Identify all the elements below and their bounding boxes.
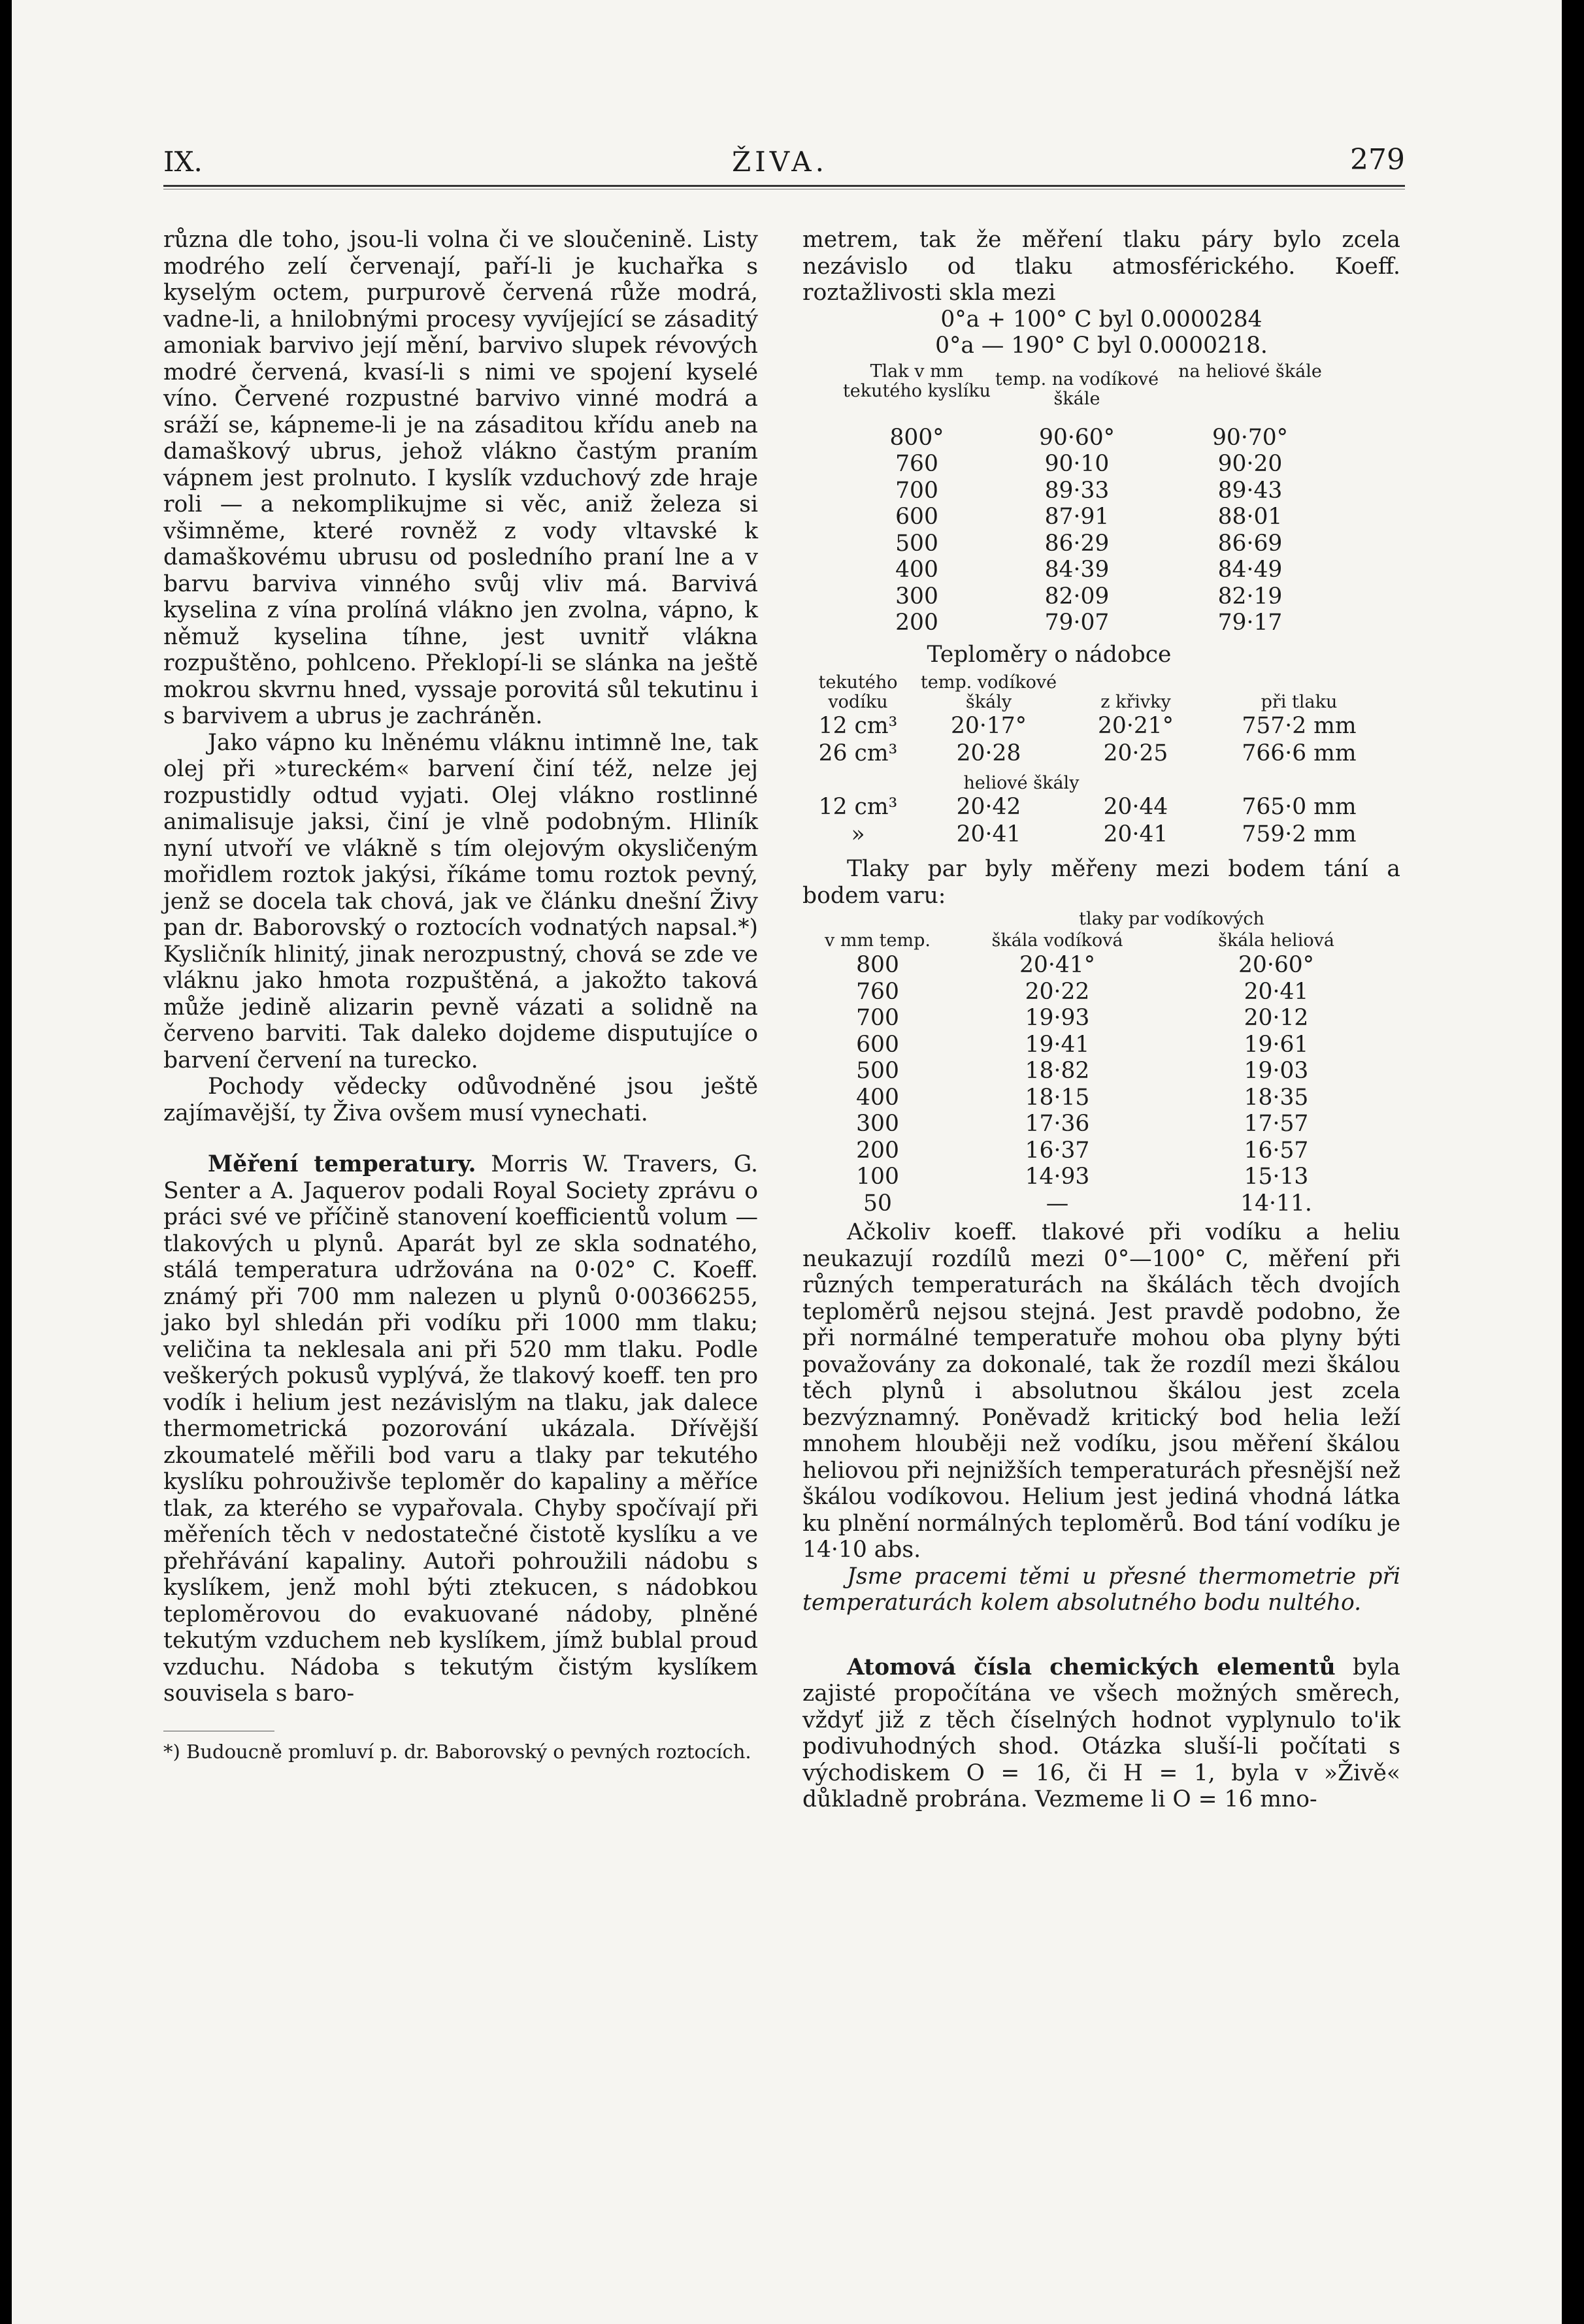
table-cell: 600 [895, 504, 938, 530]
table-cell: 800° [889, 424, 944, 451]
table-row [802, 1190, 1391, 1217]
table-row [842, 610, 1338, 636]
table-title: Teploměry o nádobce [927, 641, 1172, 668]
table-cell: 90·60° [1038, 424, 1115, 451]
table-cell: 20·44 [1103, 793, 1168, 820]
paragraph: Pochody vědecky odůvodněné jsou ještě zajímavější, ty Živa ovšem musí vynechati. [163, 1073, 758, 1126]
table-cell: 20·17° [950, 712, 1027, 739]
table-cell: 20·22 [1025, 978, 1090, 1005]
table-cell: 19·03 [1244, 1058, 1309, 1084]
table-cell: 90·20 [1217, 451, 1283, 477]
table-cell: 500 [895, 530, 938, 557]
paragraph: Ačkoliv koeff. tlakové při vodíku a heliu neukazují rozdílů mezi 0°—100° C, měření při různých temperaturách na škálách těch dvojích teploměrů nejsou stejná. Jest pravdě podobno, že při normálné temperatuře mohou oba plyny býti považovány za dokonalé, tak že rozdíl mezi škálou těch plynů i absolutnou škálou jest zcela bezvýznamný. Poněvadž kritický bod helia leží mnohem hlouběji než vodíku, jsou měření škálou heliovou při nejnižších temperaturách přesnější než škálou vodíkovou. Helium jest jediná vhodná látka ku plnění normálných teploměrů. Bod tání vodíku je 14·10 abs. [802, 1219, 1400, 1563]
table-cell: 759·2 mm [1242, 821, 1357, 847]
table-row [802, 1111, 1391, 1137]
paragraph: Tlaky par byly měřeny mezi bodem tání a bodem varu: [802, 856, 1400, 909]
table-row [802, 821, 1391, 848]
paragraph: Jsme pracemi těmi u přesné thermometrie při temperaturách kolem absolutného bodu nultého. [802, 1563, 1400, 1616]
table-cell: 20·25 [1103, 740, 1168, 766]
vapor-pressure-table-body [802, 952, 1391, 1217]
table-cell: 88·01 [1217, 504, 1283, 530]
table-row [842, 531, 1338, 557]
table-cell: 20·28 [956, 740, 1021, 766]
table-cell: 200 [856, 1137, 899, 1164]
table-cell: 14·93 [1025, 1164, 1090, 1190]
table-cell: 26 cm³ [818, 740, 898, 766]
journal-title: ŽIVA. [732, 146, 828, 178]
page-number: 279 [1350, 143, 1405, 176]
table-row [842, 557, 1338, 583]
formula: 0°a + 100° C byl 0.0000284 [940, 306, 1262, 333]
table-cell: 500 [856, 1058, 899, 1084]
table-cell: 18·35 [1244, 1084, 1309, 1111]
table-cell: 20·41 [956, 821, 1021, 847]
table-row [802, 712, 1391, 740]
header-rule [163, 185, 1405, 189]
table-cell: 82·19 [1217, 583, 1283, 610]
table-row [802, 740, 1391, 767]
table-cell: 12 cm³ [818, 712, 898, 739]
table-cell: 20·12 [1244, 1005, 1309, 1031]
table-cell: 14·11. [1240, 1190, 1312, 1217]
table-cell: 760 [895, 451, 938, 477]
table-row [802, 1085, 1391, 1111]
table-cell: 700 [895, 477, 938, 504]
table-cell: 20·42 [956, 793, 1021, 820]
table-cell: 90·10 [1044, 451, 1110, 477]
table-cell: 600 [856, 1031, 899, 1058]
table-cell: 100 [856, 1164, 899, 1190]
table-header: v mm temp. [825, 930, 931, 951]
table-cell: 19·61 [1244, 1031, 1309, 1058]
left-column [163, 227, 758, 1763]
table-cell: 19·41 [1025, 1031, 1090, 1058]
footnote-text: *) Budoucně promluví p. dr. Baborovský o pevných roztocích. [163, 1740, 751, 1763]
paragraph: Morris W. Travers, G. Senter a A. Jaquerov podali Royal Society zprávu o práci své ve příčině stanovení koefficientů volum — tlakových u plynů. Aparát byl ze skla sodnatého, stálá temperatura udržována na 0·02° C. Koeff. známý při 700 mm nalezen u plynů 0·00366255, jako byl shledán při vodíku při 1000 mm tlaku; veličina ta neklesala ani při 520 mm tlaku. Podle veškerých pokusů vyplývá, že tlakový koeff. ten pro vodík i helium jest nezávislým na tlaku, jak dalece thermometrická pozorování ukázala. Dřívější zkoumatelé měřili bod varu a tlaky par tekutého kyslíku pohrouživše teploměr do kapaliny a měříce tlak, za kterého se vypařovala. Chyby spočívají při měřeních těch v nedostatečné čistotě kyslíku a ve přehřávání kapaliny. Autoři pohroužili nádobu s kyslíkem, jenž mohl býti ztekucen, s nádobkou teploměrovou do evakuované nádoby, plněné tekutým vzduchem neb kyslíkem, jímž bublal proud vzduchu. Nádoba s tekutým čistým kyslíkem souvisela s baro- [163, 1151, 758, 1707]
table-cell: 16·37 [1025, 1137, 1090, 1164]
table-cell: 16·57 [1244, 1137, 1309, 1164]
table-cell: 20·21° [1097, 712, 1174, 739]
table-cell: 757·2 mm [1242, 712, 1357, 739]
table-cell: 18·15 [1025, 1084, 1090, 1111]
table-header: tekutého vodíku [818, 672, 898, 712]
table-row [842, 504, 1338, 531]
table-header: škála vodíková [991, 930, 1123, 951]
pressure-table-body [842, 425, 1338, 636]
table-row [802, 1058, 1391, 1085]
table-cell: 700 [856, 1005, 899, 1031]
table-header: tlaky par vodíkových [1079, 909, 1264, 929]
table-cell: 20·41 [1244, 978, 1309, 1005]
table-cell: 15·13 [1244, 1164, 1309, 1190]
thermometer-table-body [802, 712, 1391, 767]
table-cell: 300 [856, 1111, 899, 1137]
table-cell: 20·41° [1019, 952, 1096, 978]
table-cell: 20·41 [1103, 821, 1168, 847]
table-cell: 86·69 [1217, 530, 1283, 557]
paragraph: metrem, tak že měření tlaku páry bylo zcela nezávislo od tlaku atmosférického. Koeff. roztažlivosti skla mezi [802, 227, 1400, 306]
page-paper [12, 0, 1562, 2324]
table-cell: 200 [895, 610, 938, 636]
table-cell: 50 [863, 1190, 892, 1217]
table-header: z křivky [1100, 692, 1171, 712]
paragraph: různa dle toho, jsou-li volna či ve sloučenině. Listy modrého zelí červenají, paří-li je kuchařka s kyselým octem, purpurově červená růže modrá, vadne-li, a hnilobnými procesy vyvíjející se zásaditý amoniak barvivo její mění, barvivo slupek révových modré červená, kvasí-li s nimi ve spojení kyselé víno. Červené rozpustné barvivo vinné modrá a sráží se, kápneme-li je na zásaditou křídu aneb na damaškový ubrus, jehož vlákno častým praním vápnem jest prolnuto. I kyslík vzduchový zde hraje roli — a nekomplikujme si věc, aniž železa si všimněme, které rovněž z vody vltavské k damaškovému ubrusu od posledního praní lne a v barvu barviva vinného svůj vliv má. Barvivá kyselina z vína prolíná vlákno jen zvolna, vápno, k němuž kyselina tíhne, jest uvnitř vlákna rozpuštěno, pohlceno. Překlopí-li se slánka na ještě mokrou skvrnu hned, vyssaje porovitá sůl tekutinu i s barvivem a ubrus je zachráněn. [163, 227, 758, 729]
table-cell: » [851, 821, 865, 847]
table-cell: 84·39 [1044, 557, 1110, 583]
table-header: temp. na vodíkové škále [995, 368, 1159, 409]
table-header: na heliové škále [1178, 361, 1322, 382]
table-cell: — [1046, 1190, 1069, 1217]
table-cell: 20·60° [1238, 952, 1315, 978]
table-cell: 766·6 mm [1242, 740, 1357, 766]
page [163, 134, 1405, 2094]
table-cell: 89·33 [1044, 477, 1110, 504]
table-header: temp. vodíkové škály [920, 672, 1057, 712]
table-row [842, 425, 1338, 451]
table-cell: 760 [856, 978, 899, 1005]
running-header [163, 134, 1405, 180]
table-header: škála heliová [1218, 930, 1334, 951]
table-cell: 300 [895, 583, 938, 610]
table-cell: 400 [856, 1084, 899, 1111]
table-row [802, 1032, 1391, 1058]
vapor-pressure-table [802, 909, 1391, 1217]
table-cell: 84·49 [1217, 557, 1283, 583]
table-row [802, 793, 1391, 821]
pressure-table [842, 362, 1338, 636]
table-row [842, 451, 1338, 478]
table-cell: 89·43 [1217, 477, 1283, 504]
paragraph: byla zajisté propočítána ve všech možných směrech, vždyť již z těch číselných hodnot vyplynulo to'ik podivuhodných shod. Otázka sluší-li počítati s východiskem O = 16, či H = 1, byla v »Živě« důkladně probrána. Vezmeme li O = 16 mno- [802, 1654, 1400, 1812]
section-title: Měření temperatury. [208, 1151, 476, 1177]
table-cell: 400 [895, 557, 938, 583]
table-row [802, 1005, 1391, 1032]
table-row [802, 979, 1391, 1006]
table-cell: 17·57 [1244, 1111, 1309, 1137]
thermometer-table [802, 672, 1391, 848]
table-header: při tlaku [1261, 692, 1338, 712]
volume-number: IX. [163, 146, 203, 178]
table-row [802, 1164, 1391, 1190]
table-cell: 90·70° [1212, 424, 1289, 451]
table-cell: 12 cm³ [818, 793, 898, 820]
table-cell: 17·36 [1025, 1111, 1090, 1137]
section-title: Atomová čísla chemických elementů [847, 1654, 1336, 1680]
table-cell: 18·82 [1025, 1058, 1090, 1084]
table-cell: 87·91 [1044, 504, 1110, 530]
table-cell: 79·07 [1044, 610, 1110, 636]
table-row [802, 952, 1391, 979]
table-row [842, 478, 1338, 504]
table-cell: 82·09 [1044, 583, 1110, 610]
table-cell: 19·93 [1025, 1005, 1090, 1031]
table-subheader: heliové škály [963, 773, 1080, 793]
paragraph: Jako vápno ku lněnému vláknu intimně lne, tak olej při »tureckém« barvení činí též, nelze jej rozpustidly odtud vyjati. Olej vlákno rostlinné animalisuje jaksi, činí je vlně podobným. Hliník nyní utvoří ve vlákně s tím olejovým okysličeným mořidlem roztok jakýsi, říkáme tomu roztok pevný, jenž se docela tak chová, jak ve článku dnešní Živy pan dr. Baborovský o roztocích vodnatých napsal.*) Kysličník hlinitý, jinak nerozpustný, chová se zde ve vláknu jako hmota rozpuštěná, a jakožto taková může jedině alizarin pevně vázati a solidně na červeno barviti. Tak daleko dojdeme disputujíce o barvení červení na turecko. [163, 729, 758, 1073]
table-cell: 86·29 [1044, 530, 1110, 557]
table-header: Tlak v mm tekutého kyslíku [842, 361, 991, 401]
table-row [842, 583, 1338, 610]
thermometer-table-body [802, 793, 1391, 848]
table-cell: 79·17 [1217, 610, 1283, 636]
footnote [163, 1722, 758, 1763]
table-cell: 765·0 mm [1242, 793, 1357, 820]
table-row [802, 1137, 1391, 1164]
table-cell: 800 [856, 952, 899, 978]
formula: 0°a — 190° C byl 0.0000218. [935, 333, 1268, 359]
right-column [802, 227, 1400, 1813]
